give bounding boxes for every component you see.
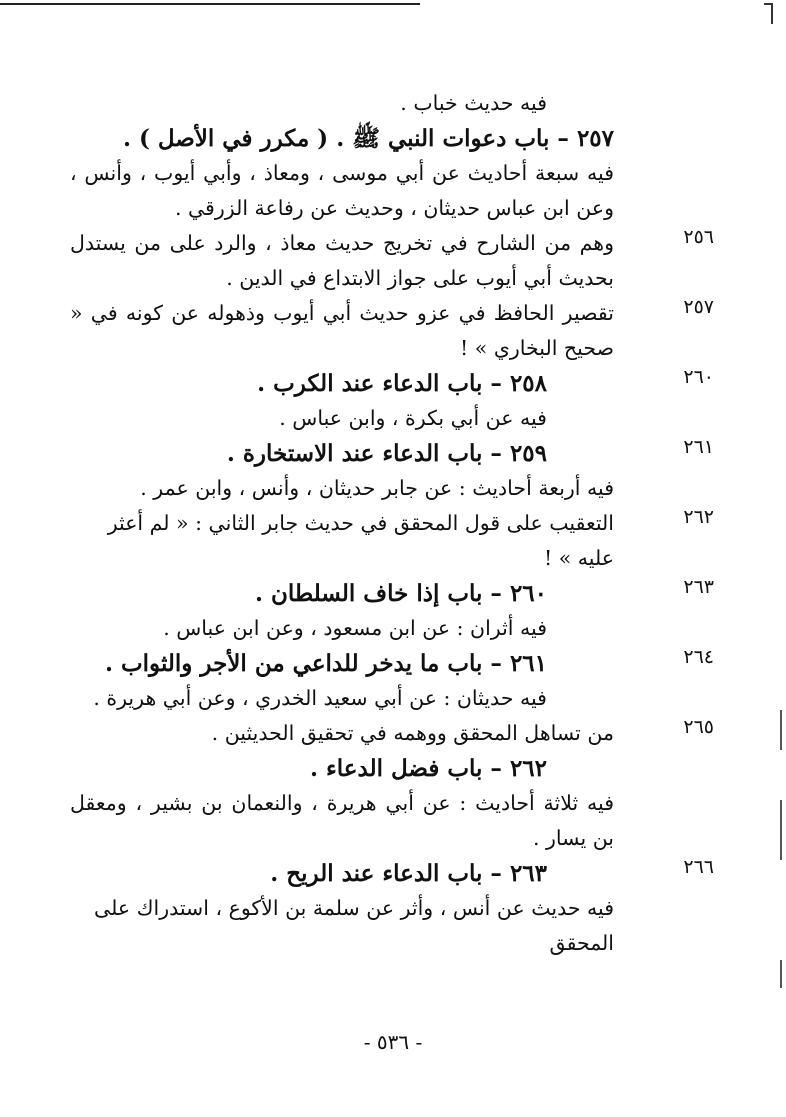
line-text: فيه حديث خباب . bbox=[400, 91, 547, 115]
reference-number: ٢٦١ bbox=[683, 436, 714, 458]
section-heading: ٢٦٠ – باب إذا خاف السلطان . bbox=[254, 580, 547, 607]
right-edge-mark bbox=[780, 960, 782, 988]
line-text: فيه سبعة أحاديث عن أبي موسى ، ومعاذ ، وأبي أيوب ، وأنس ، وعن ابن عباس حديثان ، وحديث عن رفاعة الزرقي . bbox=[70, 161, 614, 220]
section-heading: ٢٥٩ – باب الدعاء عند الاستخارة . bbox=[226, 440, 547, 467]
line-text: فيه عن أبي بكرة ، وابن عباس . bbox=[279, 406, 547, 430]
corner-mark bbox=[762, 2, 774, 26]
section-heading: ٢٦١ – باب ما يدخر للداعي من الأجر والثواب . bbox=[105, 650, 547, 677]
line-row bbox=[70, 296, 714, 366]
section-heading-row bbox=[70, 751, 710, 786]
section-heading-row bbox=[70, 436, 714, 471]
line-text: فيه ثلاثة أحاديث : عن أبي هريرة ، والنعمان بن بشير ، ومعقل بن يسار . bbox=[70, 791, 614, 850]
line-row bbox=[70, 86, 710, 121]
right-edge-mark bbox=[780, 710, 782, 750]
line-text: وهم من الشارح في تخريج حديث معاذ ، والرد على من يستدل بحديث أبي أيوب على جواز الابتداع في الدين . bbox=[70, 231, 614, 290]
reference-number: ٢٦٢ bbox=[683, 506, 714, 528]
section-heading: ٢٥٨ – باب الدعاء عند الكرب . bbox=[257, 370, 547, 397]
section-heading-row bbox=[70, 856, 714, 891]
page-number: - ٥٣٦ - bbox=[363, 1030, 423, 1054]
line-text: من تساهل المحقق ووهمه في تحقيق الحديثين . bbox=[211, 721, 614, 745]
line-row bbox=[70, 611, 710, 646]
line-text: تقصير الحافظ في عزو حديث أبي أيوب وذهوله عن كونه في « صحيح البخاري » ! bbox=[70, 301, 614, 360]
section-heading: ٢٦٣ – باب الدعاء عند الريح . bbox=[270, 860, 547, 887]
line-row bbox=[70, 681, 710, 716]
section-heading-row bbox=[70, 576, 714, 611]
line-row bbox=[70, 786, 710, 856]
line-text: فيه حديث عن أنس ، وأثر عن سلمة بن الأكوع ، استدراك على المحقق bbox=[94, 896, 614, 955]
reference-number: ٢٦٦ bbox=[683, 856, 714, 878]
section-heading-row bbox=[70, 646, 714, 681]
line-row bbox=[70, 156, 710, 226]
reference-number: ٢٦٠ bbox=[683, 366, 714, 388]
section-heading: ٢٥٧ – باب دعوات النبي ﷺ . ( مكرر في الأصل ) . bbox=[122, 125, 614, 152]
line-row bbox=[70, 506, 714, 576]
line-row bbox=[70, 891, 710, 961]
line-row bbox=[70, 401, 710, 436]
line-text: فيه حديثان : عن أبي سعيد الخدري ، وعن أبي هريرة . bbox=[93, 686, 547, 710]
reference-number: ٢٦٥ bbox=[683, 716, 714, 738]
top-rule bbox=[0, 3, 420, 5]
section-heading-row bbox=[70, 121, 710, 156]
line-row bbox=[70, 471, 710, 506]
reference-number: ٢٥٧ bbox=[683, 296, 714, 318]
line-row bbox=[70, 226, 714, 296]
line-row bbox=[70, 716, 714, 751]
document-body bbox=[70, 86, 714, 961]
reference-number: ٢٥٦ bbox=[683, 226, 714, 248]
section-heading-row bbox=[70, 366, 714, 401]
right-edge-mark bbox=[780, 800, 782, 860]
reference-number: ٢٦٤ bbox=[683, 646, 714, 668]
section-heading: ٢٦٢ – باب فضل الدعاء . bbox=[309, 755, 547, 782]
line-text: فيه أثران : عن ابن مسعود ، وعن ابن عباس . bbox=[163, 616, 547, 640]
reference-number: ٢٦٣ bbox=[683, 576, 714, 598]
line-text: التعقيب على قول المحقق في حديث جابر الثاني : « لم أعثر عليه » ! bbox=[107, 511, 614, 570]
line-text: فيه أربعة أحاديث : عن جابر حديثان ، وأنس ، وابن عمر . bbox=[140, 476, 614, 500]
